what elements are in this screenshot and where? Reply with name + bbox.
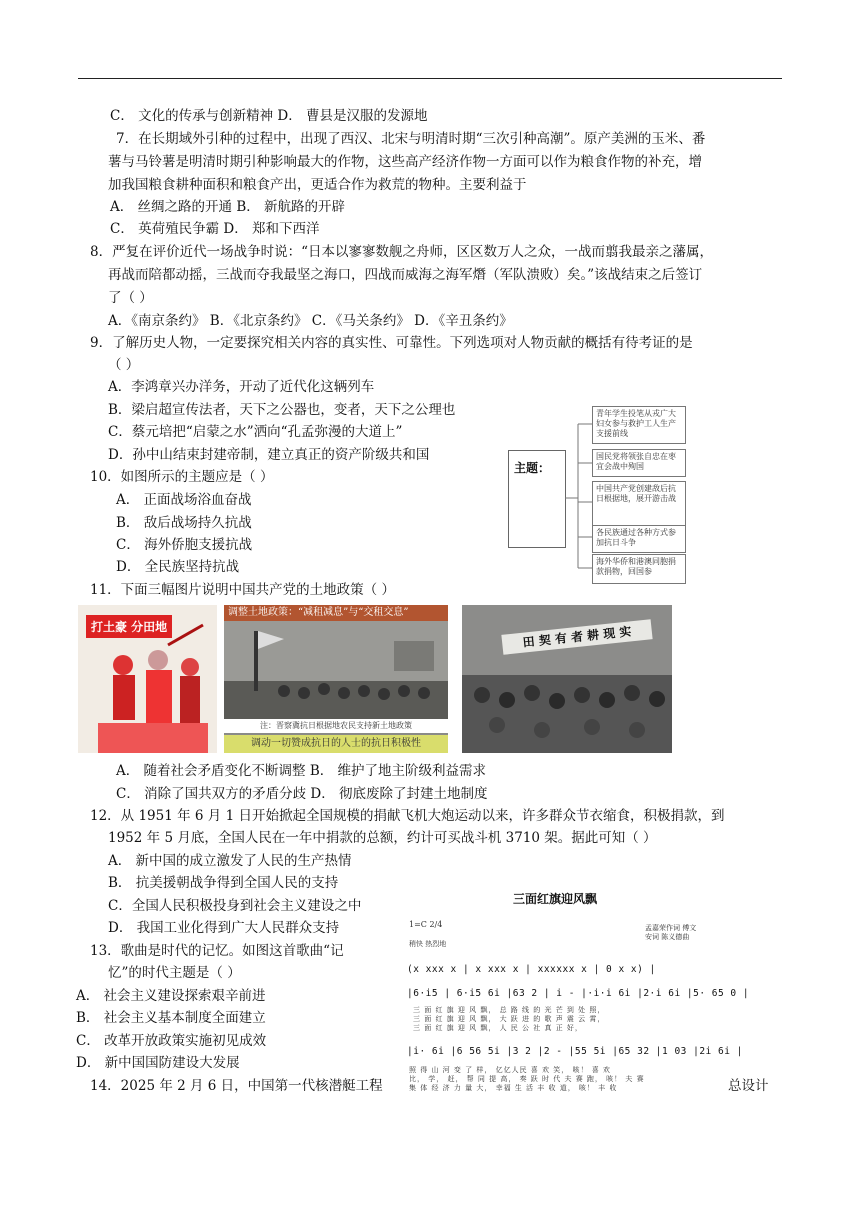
score-row-2: |6·i5 | 6·i5 6i |63 2 | i - |·i·i 6i |2·i 6i |5· 65 0 |	[407, 988, 750, 999]
flow-box-2: 国民党将领张自忠在枣宜会战中殉国	[592, 449, 686, 477]
crowd-photo	[224, 621, 448, 733]
lyrics-1b: 三 面 红 旗 迎 风 飘， 大 跃 进 的 歌 声 震 云 霄，	[413, 1015, 606, 1023]
flowchart-figure	[508, 406, 688, 584]
flow-box-1: 青年学生投笔从戎广大妇女参与救护工人生产支援前线	[592, 406, 686, 444]
text-line-l1: C． 文化的传承与创新精神 D． 曹县是汉服的发源地	[110, 108, 428, 124]
theme-label: 主题：	[514, 461, 551, 475]
text-line-l11: 9．了解历史人物，一定要探究相关内容的真实性、可靠性。下列选项对人物贡献的概括有待考证的是	[90, 335, 693, 351]
lyrics-1a: 三 面 红 旗 迎 风 飘， 总 路 线 的 光 芒 到 处 照，	[413, 1006, 606, 1014]
text-line-l35: C． 改革开放政策实施初见成效	[76, 1033, 267, 1049]
score-row-1: (x xxx x | x xxx x | xxxxxx x | 0 x x) |	[407, 964, 656, 975]
text-line-l28: B． 抗美援朝战争得到全国人民的支持	[108, 875, 339, 891]
photo-land-policy	[224, 605, 448, 753]
score-key: 1=C 2/4	[409, 920, 443, 929]
photo-poster	[78, 605, 217, 753]
text-line-l18: A． 正面战场浴血奋战	[116, 492, 252, 508]
lyrics-2b: 比， 学， 赶， 帮 同 提 高， 奏 跃 时 代 夫 赛 跑， 咳！ 夫 赛	[409, 1075, 645, 1083]
text-line-l23: A． 随着社会矛盾变化不断调整 B． 维护了地主阶级利益需求	[116, 763, 487, 779]
text-line-l24: C． 消除了国共双方的矛盾分歧 D． 彻底废除了封建土地制度	[116, 786, 488, 802]
text-line-l5: A． 丝绸之路的开通 B． 新航路的开辟	[110, 199, 346, 215]
score-title: 三面红旗迎风飘	[513, 892, 598, 906]
lyrics-1c: 三 面 红 旗 迎 风 飘， 人 民 公 社 真 正 好，	[413, 1024, 583, 1032]
text-line-l26: 1952 年 5 月底，全国人民在一年中捐款的总额，约计可买战斗机 3710 架。据此可知（ ）	[108, 830, 657, 846]
flow-box-4: 各民族通过各种方式参加抗日斗争	[592, 525, 686, 553]
text-line-l30: D． 我国工业化得到广大人民群众支持	[108, 920, 340, 936]
text-line-l2: 7．在长期域外引种的过程中，出现了西汉、北宋与明清时期“三次引种高潮”。原产美洲的玉米、番	[116, 131, 706, 147]
text-line-l33: A． 社会主义建设探索艰辛前进	[76, 988, 266, 1004]
text-line-l6: C． 英荷殖民争霸 D． 郑和下西洋	[110, 221, 320, 237]
text-line-l3: 薯与马铃薯是明清时期引种影响最大的作物，这些高产经济作物一方面可以作为粮食作物的补充，增	[108, 154, 702, 170]
text-line-l9: 了（ ）	[108, 290, 153, 306]
text-line-l15: C．蔡元培把“启蒙之水”洒向“孔孟弥漫的大道上”	[108, 424, 403, 440]
text-line-l7: 8．严复在评价近代一场战争时说：“日本以寥寥数舰之舟师，区区数万人之众，一战而翦我最亲之藩属，	[90, 244, 713, 260]
text-line-l20: C． 海外侨胞支援抗战	[116, 537, 253, 553]
lyrics-2a: 照 得 山 河 变 了 样， 亿亿人民 喜 欢 笑， 咳！ 喜 欢	[409, 1066, 611, 1074]
text-line-l32: 忆”的时代主题是（ ）	[108, 965, 241, 981]
land-policy-caption: 调动一切赞成抗日的人士的抗日积极性	[224, 735, 448, 753]
header-rule	[78, 78, 782, 79]
text-line-l31: 13．歌曲是时代的记忆。如图这首歌曲“记	[90, 943, 344, 959]
text-line-l4: 加我国粮食耕种面积和粮食产出，更适合作为救荒的物种。主要利益于	[108, 177, 527, 193]
text-line-l34: B． 社会主义基本制度全面建立	[76, 1010, 266, 1026]
land-policy-title: 调整土地政策：“减租减息”与“交租交息”	[224, 605, 448, 621]
flow-box-3: 中国共产党创建敌后抗日根据地，展开游击战	[592, 481, 686, 529]
text-line-l14: B．梁启超宣传法者，天下之公器也，变者，天下之公理也	[108, 402, 456, 418]
rally-banner: 田 契 有 者 耕 现 实	[501, 619, 652, 655]
text-line-l27: A． 新中国的成立激发了人民的生产热情	[108, 853, 352, 869]
score-tempo: 稍快 热烈地	[409, 940, 447, 948]
lyrics-2c: 集 体 经 济 力 量 大， 幸福 生 活 丰 收 道， 咳！ 丰 收	[409, 1084, 618, 1092]
text-line-l19: B． 敌后战场持久抗战	[116, 515, 252, 531]
land-policy-note: 注：晋察冀抗日根据地农民支持新土地政策	[224, 719, 448, 733]
text-line-l29: C．全国人民积极投身到社会主义建设之中	[108, 898, 362, 914]
text-line-l37: 14．2025 年 2 月 6 日，中国第一代核潜艇工程	[90, 1078, 383, 1094]
flow-box-5: 海外华侨和港澳同胞捐款捐物，回国参	[592, 554, 686, 584]
text-line-l21: D． 全民族坚持抗战	[116, 559, 240, 575]
poster-figures	[78, 605, 217, 753]
text-line-l12: （ ）	[108, 357, 140, 373]
text-line-l10: A．《南京条约》 B．《北京条约》 C．《马关条约》 D．《辛丑条约》	[108, 313, 513, 329]
text-line-l36: D． 新中国国防建设大发展	[76, 1055, 240, 1071]
poster-text: 打土豪 分田地	[86, 615, 172, 638]
text-line-l22: 11．下面三幅图片说明中国共产党的土地政策（ ）	[90, 582, 395, 598]
score-credits: 孟嘉荣作词 傅文安词 陈义德曲	[645, 924, 697, 941]
text-line-l17: 10．如图所示的主题应是（ ）	[90, 469, 274, 485]
score-row-3: |i· 6i |6 56 5i |3 2 |2 - |55 5i |65 32 |1 03 |2i 6i |	[407, 1046, 743, 1057]
text-line-l13: A．李鸿章兴办洋务，开动了近代化这辆列车	[108, 379, 375, 395]
text-line-l25: 12．从 1951 年 6 月 1 日开始掀起全国规模的捐献飞机大炮运动以来，许多群众节衣缩食，积极捐款，到	[90, 808, 725, 824]
text-line-l38: 总设计	[728, 1078, 769, 1094]
text-line-l8: 再战而陪都动摇，三战而夺我最坚之海口，四战而威海之海军熸（军队溃败）矣。”该战结束之后签订	[108, 267, 703, 283]
photo-rally	[462, 605, 672, 753]
text-line-l16: D．孙中山结束封建帝制，建立真正的资产阶级共和国	[108, 447, 430, 463]
